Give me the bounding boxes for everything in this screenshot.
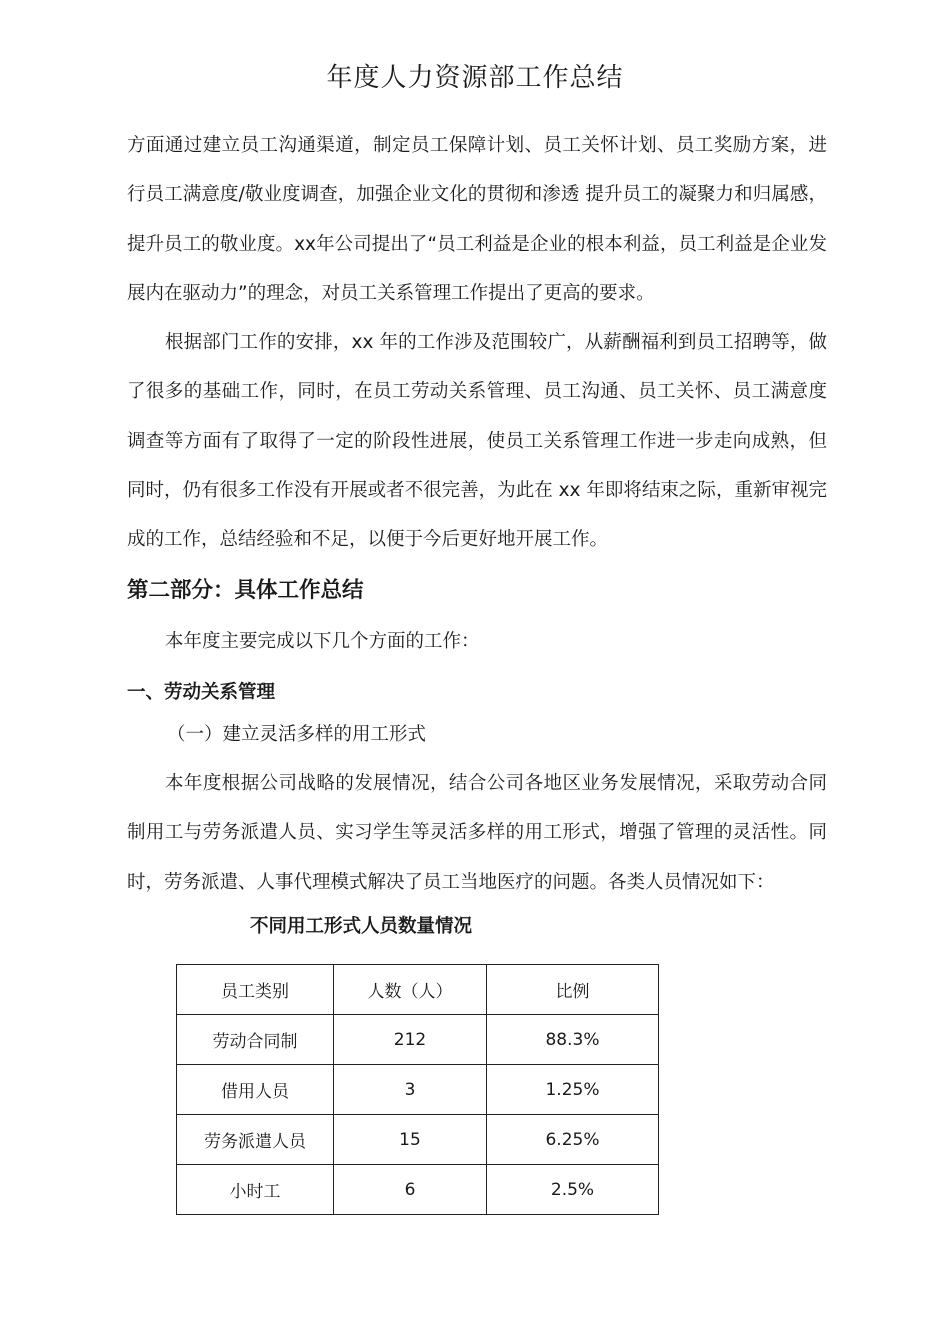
table-cell: 劳务派遣人员 xyxy=(177,1115,334,1165)
table-cell: 2.5% xyxy=(487,1165,659,1215)
staff-type-table xyxy=(176,964,659,1215)
intro-paragraph-1: 方面通过建立员工沟通渠道，制定员工保障计划、员工关怀计划、员工奖励方案，进行员工满意度/敬业度调查，加强企业文化的贯彻和渗透 提升员工的凝聚力和归属感，提升员工的敬业度。xx年公司提出了“员工利益是企业的根本利益，员工利益是企业发展内在驱动力”的理念，对员工关系管理工作提出了更高的要求。 xyxy=(127,135,827,304)
table-cell: 15 xyxy=(334,1115,487,1165)
table-header-row xyxy=(177,965,659,1015)
table-row xyxy=(177,1065,659,1115)
table-cell: 劳动合同制 xyxy=(177,1015,334,1065)
subsection-1-1-heading: （一）建立灵活多样的用工形式 xyxy=(167,723,427,745)
table-cell: 6.25% xyxy=(487,1115,659,1165)
table-header-cell: 比例 xyxy=(487,965,659,1015)
table-row xyxy=(177,1115,659,1165)
table-cell: 6 xyxy=(334,1165,487,1215)
document-title: 年度人力资源部工作总结 xyxy=(326,63,624,93)
table-header-cell: 人数（人） xyxy=(334,965,487,1015)
table-cell: 小时工 xyxy=(177,1165,334,1215)
document-body xyxy=(127,121,827,907)
table-title: 不同用工形式人员数量情况 xyxy=(250,916,473,937)
table-cell: 借用人员 xyxy=(177,1065,334,1115)
subsection-1-heading: 一、劳动关系管理 xyxy=(127,681,276,703)
table-header-cell: 员工类别 xyxy=(177,965,334,1015)
section-2-heading: 第二部分：具体工作总结 xyxy=(127,577,364,603)
table-cell: 3 xyxy=(334,1065,487,1115)
table-cell: 88.3% xyxy=(487,1015,659,1065)
table-cell: 212 xyxy=(334,1015,487,1065)
table-row xyxy=(177,1165,659,1215)
intro-paragraph-2: 根据部门工作的安排，xx 年的工作涉及范围较广，从薪酬福利到员工招聘等，做了很多的基础工作，同时，在员工劳动关系管理、员工沟通、员工关怀、员工满意度调查等方面有了取得了一定的阶段性进展，使员工关系管理工作进一步走向成熟，但同时，仍有很多工作没有开展或者不很完善，为此在 xx 年即将结束之际，重新审视完成的工作，总结经验和不足，以便于今后更好地开展工作。 xyxy=(127,332,827,551)
subsection-1-1-paragraph: 本年度根据公司战略的发展情况，结合公司各地区业务发展情况，采取劳动合同制用工与劳务派遣人员、实习学生等灵活多样的用工形式，增强了管理的灵活性。同时，劳务派遣、人事代理模式解决了员工当地医疗的问题。各类人员情况如下： xyxy=(127,772,827,893)
table-cell: 1.25% xyxy=(487,1065,659,1115)
table-row xyxy=(177,1015,659,1065)
section-2-intro: 本年度主要完成以下几个方面的工作： xyxy=(165,630,480,652)
